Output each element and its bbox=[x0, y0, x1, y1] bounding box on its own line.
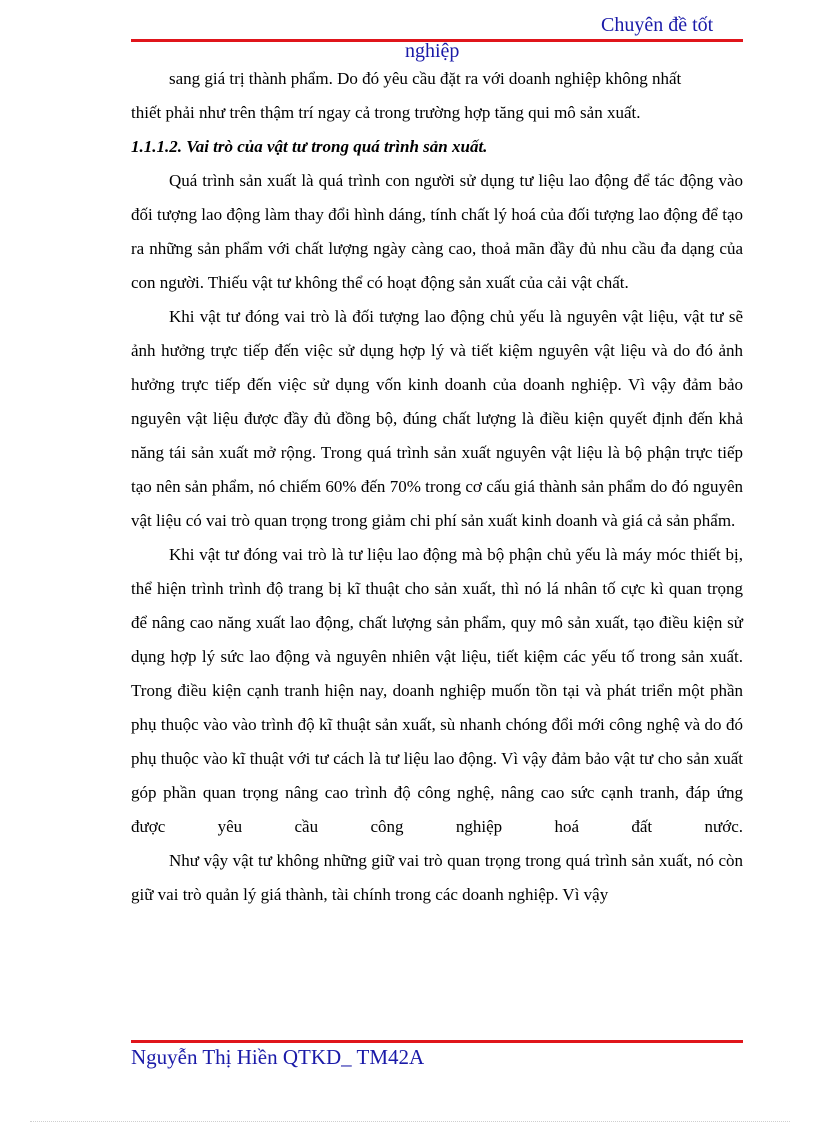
section-heading: 1.1.1.2. Vai trò của vật tư trong quá trình sản xuất. bbox=[131, 137, 488, 156]
footer-author: Nguyễn Thị Hiền QTKD_ TM42A bbox=[131, 1045, 425, 1069]
paragraph-continuation-line-2: thiết phải như trên thậm trí ngay cả trong trường hợp tăng qui mô sản xuất. bbox=[131, 103, 641, 122]
paragraph-4: Như vậy vật tư không những giữ vai trò quan trọng trong quá trình sản xuất, nó còn giữ vai trò quản lý giá thành, tài chính trong các doanh nghiệp. Vì vậy bbox=[131, 851, 743, 904]
header-title-continuation: nghiệp bbox=[405, 40, 460, 62]
paragraph-continuation-line-1: sang giá trị thành phẩm. Do đó yêu cầu đặt ra với doanh nghiệp không nhất bbox=[169, 69, 682, 88]
document-body bbox=[131, 62, 743, 912]
footer-divider bbox=[131, 1040, 743, 1043]
header-title: Chuyên đề tốt bbox=[601, 14, 714, 36]
paragraph-3: Khi vật tư đóng vai trò là tư liệu lao động mà bộ phận chủ yếu là máy móc thiết bị, thể hiện trình trình độ trang bị kĩ thuật cho sản xuất, thì nó lá nhân tố cực kì quan trọng để nâng cao năng xuất lao động, chất lượng sản phẩm, quy mô sản xuất, tạo điều kiện sử dụng hợp lý sức lao động và nguyên nhiên vật liệu, tiết kiệm các yếu tố trong sản xuất. Trong điều kiện cạnh tranh hiện nay, doanh nghiệp muốn tồn tại và phát triển một phần phụ thuộc vào vào trình độ kĩ thuật sản xuất, sù nhanh chóng đổi mới công nghệ và do đó phụ thuộc vào kĩ thuật với tư cách là tư liệu lao động. Vì vậy đảm bảo vật tư cho sản xuất góp phần quan trọng nâng cao trình độ công nghệ, nâng cao sức cạnh tranh, đáp ứng được yêu cầu công nghiệp hoá đất nước. bbox=[131, 545, 743, 836]
page-edge bbox=[30, 1121, 790, 1122]
paragraph-1: Quá trình sản xuất là quá trình con người sử dụng tư liệu lao động để tác động vào đối tượng lao động làm thay đổi hình dáng, tính chất lý hoá của đối tượng lao động để tạo ra những sản phẩm với chất lượng ngày càng cao, thoả mãn đầy đủ nhu cầu đa dạng của con người. Thiếu vật tư không thể có hoạt động sản xuất của cải vật chất. bbox=[131, 171, 743, 292]
paragraph-2: Khi vật tư đóng vai trò là đối tượng lao động chủ yếu là nguyên vật liệu, vật tư sẽ ảnh hưởng trực tiếp đến việc sử dụng hợp lý và tiết kiệm nguyên vật liệu và do đó ảnh hưởng trực tiếp đến việc sử dụng vốn kinh doanh của doanh nghiệp. Vì vậy đảm bảo nguyên vật liệu được đầy đủ đồng bộ, đúng chất lượng là điều kiện quyết định đến khả năng tái sản xuất mở rộng. Trong quá trình sản xuất nguyên vật liệu là bộ phận trực tiếp tạo nên sản phẩm, nó chiếm 60% đến 70% trong cơ cấu giá thành sản phẩm do đó nguyên vật liệu có vai trò quan trọng trong giảm chi phí sản xuất kinh doanh và giá cả sản phẩm. bbox=[131, 307, 743, 530]
